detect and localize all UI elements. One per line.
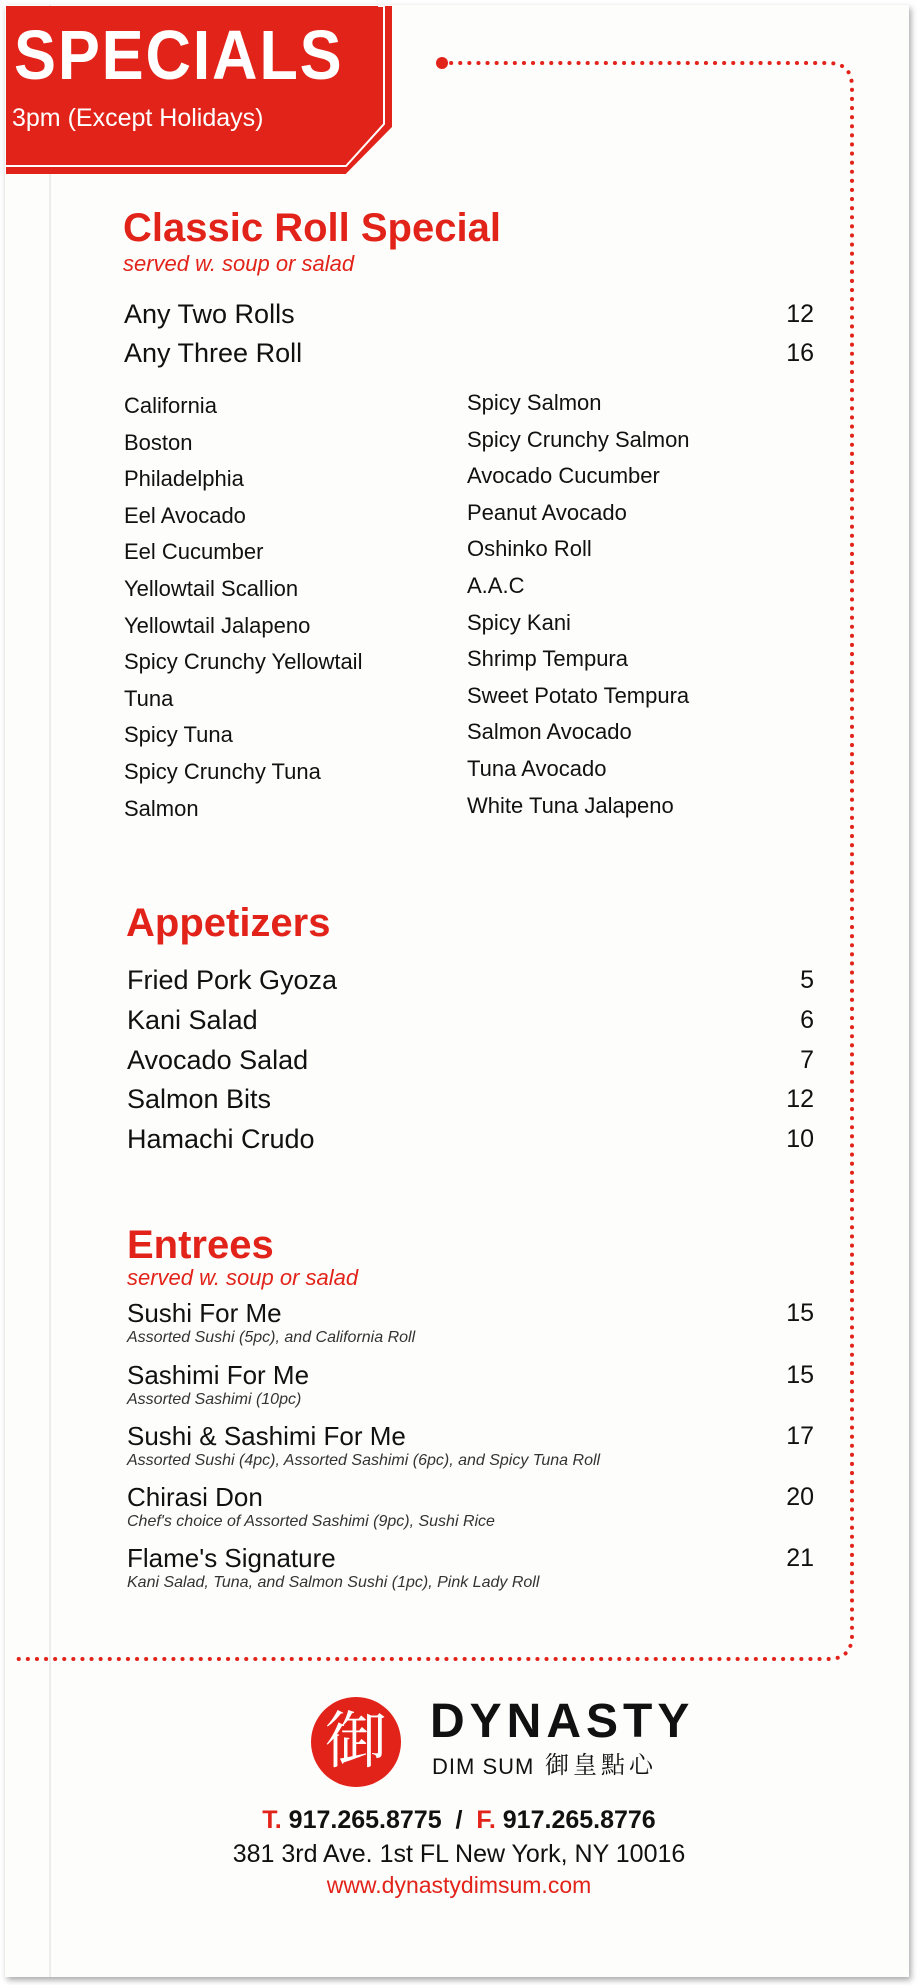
roll-option: Spicy Crunchy Tuna — [124, 759, 321, 784]
entree-description: Kani Salad, Tuna, and Salmon Sushi (1pc), Pink Lady Roll — [127, 1574, 540, 1591]
entree-price: 17 — [786, 1422, 814, 1450]
entree-item — [127, 1298, 814, 1354]
appetizer-name: Avocado Salad — [127, 1045, 309, 1075]
classic-roll-title: Classic Roll Special — [123, 206, 501, 250]
deal-row — [124, 297, 814, 331]
roll-option: Salmon Avocado — [467, 719, 632, 744]
appetizer-price: 5 — [800, 966, 814, 994]
roll-option: Shrimp Tempura — [467, 646, 628, 671]
deal-price: 12 — [786, 300, 814, 328]
roll-option: Spicy Kani — [467, 610, 571, 635]
phone-number[interactable]: 917.265.8775 — [288, 1806, 442, 1834]
deal-price: 16 — [786, 339, 814, 367]
appetizer-row — [127, 1043, 814, 1077]
entree-price: 15 — [786, 1299, 814, 1327]
entrees-subtitle: served w. soup or salad — [127, 1265, 359, 1290]
roll-option: Boston — [124, 430, 193, 455]
entrees-title: Entrees — [127, 1223, 274, 1267]
brand-name: DYNASTY — [430, 1695, 695, 1748]
entree-description: Assorted Sashimi (10pc) — [127, 1391, 302, 1408]
brand-chinese-name: 御皇點心 — [545, 1752, 657, 1779]
banner-subtitle: 3pm (Except Holidays) — [12, 104, 264, 132]
roll-option: Eel Avocado — [124, 503, 246, 528]
page-fold — [49, 5, 51, 1977]
entree-name: Sushi & Sashimi For Me — [127, 1421, 406, 1451]
entree-price: 20 — [786, 1483, 814, 1511]
roll-option: Avocado Cucumber — [467, 463, 660, 488]
entree-description: Assorted Sushi (5pc), and California Roll — [127, 1329, 416, 1346]
appetizers-title: Appetizers — [126, 901, 331, 945]
entree-item — [127, 1421, 814, 1477]
fax-label: F. — [476, 1806, 496, 1834]
roll-option: A.A.C — [467, 573, 525, 598]
appetizer-name: Salmon Bits — [127, 1084, 272, 1114]
appetizer-name: Hamachi Crudo — [127, 1124, 315, 1154]
roll-option: Spicy Salmon — [467, 390, 602, 415]
classic-roll-subtitle: served w. soup or salad — [123, 251, 355, 276]
entree-price: 15 — [786, 1361, 814, 1389]
phone-line — [0, 1808, 918, 1833]
entree-item — [127, 1360, 814, 1416]
appetizer-price: 12 — [786, 1085, 814, 1113]
appetizer-row — [127, 1122, 814, 1156]
entree-item — [127, 1543, 814, 1599]
roll-option: Spicy Tuna — [124, 722, 233, 747]
roll-option: Spicy Crunchy Yellowtail — [124, 649, 363, 674]
roll-option: Tuna — [124, 686, 174, 711]
appetizer-row — [127, 1082, 814, 1116]
deal-name: Any Three Roll — [124, 338, 303, 368]
appetizer-price: 7 — [800, 1046, 814, 1074]
roll-option: Yellowtail Jalapeno — [124, 613, 311, 638]
roll-option: Sweet Potato Tempura — [467, 683, 690, 708]
entree-name: Sushi For Me — [127, 1298, 282, 1328]
address: 381 3rd Ave. 1st FL New York, NY 10016 — [232, 1840, 686, 1868]
brand-subtitle: DIM SUM — [432, 1754, 535, 1779]
roll-option: California — [124, 393, 217, 418]
entree-name: Sashimi For Me — [127, 1360, 310, 1390]
roll-option: Tuna Avocado — [467, 756, 607, 781]
roll-option: Yellowtail Scallion — [124, 576, 299, 601]
appetizer-row — [127, 963, 814, 997]
appetizer-row — [127, 1003, 814, 1037]
roll-option: Spicy Crunchy Salmon — [467, 427, 690, 452]
roll-option: Salmon — [124, 796, 199, 821]
website-link[interactable]: www.dynastydimsum.com — [326, 1872, 592, 1898]
entree-description: Assorted Sushi (4pc), Assorted Sashimi (6pc), and Spicy Tuna Roll — [127, 1452, 601, 1469]
fax-number: 917.265.8776 — [502, 1806, 656, 1834]
appetizer-price: 10 — [786, 1125, 814, 1153]
appetizer-name: Kani Salad — [127, 1005, 258, 1035]
entree-description: Chef's choice of Assorted Sashimi (9pc), Sushi Rice — [127, 1513, 495, 1530]
phone-label: T. — [262, 1806, 282, 1834]
roll-option: Philadelphia — [124, 466, 244, 491]
deal-row — [124, 336, 814, 370]
entree-price: 21 — [786, 1544, 814, 1572]
deal-name: Any Two Rolls — [124, 299, 295, 329]
roll-option: Peanut Avocado — [467, 500, 627, 525]
roll-option: White Tuna Jalapeno — [467, 793, 674, 818]
phone-separator: / — [455, 1806, 463, 1834]
entree-name: Flame's Signature — [127, 1543, 336, 1573]
roll-option: Oshinko Roll — [467, 536, 592, 561]
dynasty-logo-icon: 御 — [311, 1697, 401, 1787]
banner-title: SPECIALS — [14, 16, 344, 94]
roll-option: Eel Cucumber — [124, 539, 264, 564]
entree-name: Chirasi Don — [127, 1482, 263, 1512]
appetizer-name: Fried Pork Gyoza — [127, 965, 338, 995]
appetizer-price: 6 — [800, 1006, 814, 1034]
entree-item — [127, 1482, 814, 1538]
